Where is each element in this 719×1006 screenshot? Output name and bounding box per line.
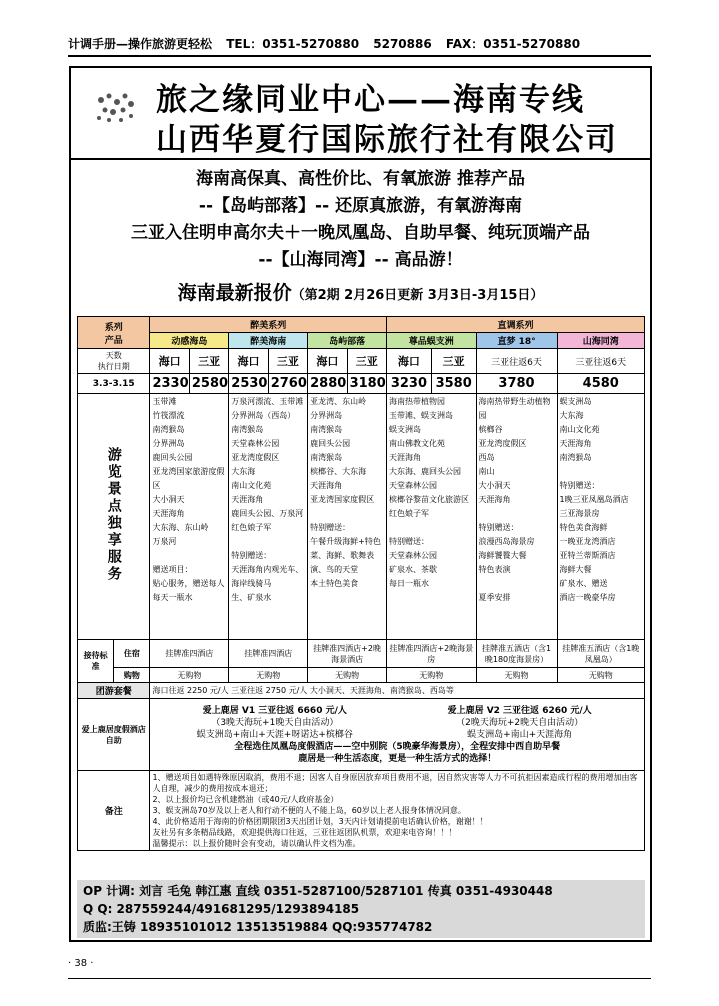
price-cell: 3780 <box>476 374 557 394</box>
price-heading-main: 海南最新报价 <box>177 282 292 304</box>
sanya-header: 三亚 <box>189 349 228 374</box>
contact-qq: Q Q: 287559244/491681295/1293894185 <box>83 902 360 916</box>
bottom-rule <box>68 978 651 979</box>
slogan: 计调手册—操作旅游更轻松 <box>68 37 213 51</box>
price-cell: 3230 <box>387 374 432 394</box>
gift-cell: 无购物 <box>308 668 387 683</box>
promo-line-4: --【山海同湾】-- 高品游！ <box>258 250 463 270</box>
haikou-header: 海口 <box>308 349 347 374</box>
price-cell: 2580 <box>189 374 228 394</box>
series-product-cell <box>78 317 150 349</box>
contact-block <box>77 880 645 938</box>
date-range: 3.3-3.15 <box>78 374 150 394</box>
product-label: 产品 <box>104 335 123 346</box>
sanya-header: 三亚 <box>347 349 386 374</box>
gift-label: 购物 <box>114 668 150 683</box>
notes-label: 备注 <box>78 771 150 851</box>
title-line-1: 旅之缘同业中心——海南专线 <box>156 82 585 118</box>
product-name: 岛屿部落 <box>308 333 387 349</box>
price-cell: 2330 <box>150 374 189 394</box>
sanya-header: 三亚 <box>268 349 307 374</box>
price-cell: 4580 <box>557 374 644 394</box>
price-cell: 3180 <box>347 374 386 394</box>
gift-cell: 无购物 <box>557 668 644 683</box>
promo-line-2: --【岛屿部落】-- 还原真旅游，有氧游海南 <box>198 196 523 216</box>
haikou-header: 海口 <box>150 349 189 374</box>
roundtrip-header: 三亚往返6天 <box>476 349 557 374</box>
reception-standard-label: 接待标准 <box>78 640 114 683</box>
product-name: 动感海岛 <box>150 333 229 349</box>
gift-cell: 无购物 <box>229 668 308 683</box>
sights-label: 游览景点独享服务 <box>105 447 122 583</box>
price-heading <box>71 278 650 305</box>
luxury-label: 爱上鹿居度假酒店自助 <box>78 699 150 771</box>
price-cell: 2760 <box>268 374 307 394</box>
product-name: 山海同湾 <box>557 333 644 349</box>
date-label: 执行日期 <box>97 362 130 371</box>
hotel-cell: 挂牌准四酒店+2晚海景酒店 <box>308 640 387 668</box>
spots-cell: 玉带滩 竹筏漂流 南湾猴岛 分界洲岛 鹿回头公园 亚龙湾国家旅游度假区 大小洞天 天涯海角 大东海、东山岭 万泉河 赠送项目： 贴心服务，赠送每人每天一瓶水 <box>150 394 229 640</box>
days-date-cell <box>78 349 150 374</box>
spots-cell: 海南热带野生动植物园 槟榔谷 亚龙湾度假区 西岛 南山 大小洞天 天涯海角 特别赠送： 浪漫西岛海景房 海鲜饕餮大餐 特色表演 夏季安排 <box>476 394 557 640</box>
company-logo-icon <box>91 86 141 134</box>
hotel-cell: 挂牌准四酒店+2晚海景房 <box>387 640 477 668</box>
tour-text: 海口往返 2250 元/人 三亚往返 2750 元/人 大小洞天、天涯海角、南湾猴岛、西岛等 <box>150 683 645 699</box>
fax: FAX：0351-5270880 <box>445 37 581 51</box>
contact-op: OP 计调: 刘言 毛兔 韩江惠 直线 0351-5287100/5287101 传真 0351-4930448 <box>83 884 553 898</box>
gift-cell: 无购物 <box>150 668 229 683</box>
sights-label-cell <box>78 394 150 640</box>
tel-2: 5270886 <box>373 37 432 51</box>
spots-cell: 海南热带植物园 玉带滩、蜈支洲岛 蜈支洲岛 南山佛教文化苑 天涯海角 大东海、鹿回头公园 天堂森林公园 槟榔谷黎苗文化旅游区 红色娘子军 特别赠送： 天堂森林公园 矿泉水、茶歇 每日一瓶水 <box>387 394 477 640</box>
series-label: 系列 <box>104 322 123 333</box>
hotel-cell: 挂牌准五酒店（含1晚凤凰岛） <box>557 640 644 668</box>
promo-line-1: 海南高保真、高性价比、有氧旅游 推荐产品 <box>196 169 525 189</box>
custom-series-header: 直调系列 <box>387 317 645 333</box>
promo-block <box>71 166 650 274</box>
flyer-header <box>71 68 650 160</box>
product-name: 醉美海南 <box>229 333 308 349</box>
promo-line-3: 三亚入住明申高尔夫＋一晚凤凰岛、自助早餐、纯玩顶端产品 <box>131 223 590 243</box>
price-table <box>77 316 645 851</box>
hotel-cell: 挂牌准四酒店 <box>150 640 229 668</box>
spots-cell: 万泉河漂流、玉带滩 分界洲岛（西岛） 南湾猴岛 天堂森林公园 亚龙湾度假区 大东海 南山文化苑 天涯海角 鹿回头公园、万泉河 红色娘子军 特别赠送： 天涯海角内观光车、海岸线骑马 生、矿泉水 <box>229 394 308 640</box>
luxury-v1-spots: 蜈支洲岛+南山+天涯+呀诺达+槟榔谷 <box>196 729 353 740</box>
price-heading-sub: （第2期 2月26日更新 3月3日-3月15日） <box>291 288 544 303</box>
notes-text: 1、赠送项目如遇特殊原因取消，费用不退；因客人自身原因放弃项目费用不退，因自然灾害等人力不可抗拒因素造成行程的费用增加由客人自理，减少的费用按成本退还； 2、以上报价均已含机建燃油（或40元/人政府基金） 3、蜈支洲岛70岁及以上老人和行动不便的人不能上岛，60岁以上老人报身体情况同意。 4、此价格适用于海南的价格团期限团3天出团计划，3天内计划请提前电话确认价格，谢谢！！ 友社另有多条精品线路，欢迎提供海口往返，三亚往返团队机票，欢迎来电咨询！！！ 温馨提示：以上报价随时会有变动，请以确认件文档为准。 <box>150 771 645 851</box>
roundtrip-header: 三亚往返6天 <box>557 349 644 374</box>
title-line-2: 山西华夏行国际旅行社有限公司 <box>156 122 618 158</box>
flyer-frame <box>69 66 652 942</box>
luxury-v1-title: 爱上鹿居 V1 三亚往返 6660 元/人 <box>202 705 347 716</box>
gift-cell: 无购物 <box>387 668 477 683</box>
price-cell: 2880 <box>308 374 347 394</box>
haikou-header: 海口 <box>387 349 432 374</box>
product-name: 直梦 18° <box>476 333 557 349</box>
luxury-v1-detail: （3晚天海玩+1晚天自由活动） <box>211 717 339 728</box>
price-cell: 3580 <box>431 374 476 394</box>
hotel-label: 住宿 <box>114 640 150 668</box>
haikou-header: 海口 <box>229 349 268 374</box>
spots-cell: 亚龙湾、东山岭 分界洲岛 南湾猴岛 鹿回头公园 南湾猴岛 槟榔谷、大东海 天涯海角 亚龙湾国家度假区 特别赠送： 午餐升级海鲜+特色菜、海鲜、歌舞表演、鸟的天堂 本土特色美食 <box>308 394 387 640</box>
spots-cell: 蜈支洲岛 大东海 南山文化苑 天涯海角 南湾猴岛 特别赠送： 1晚三亚凤凰岛酒店 三亚海景房 特色美食海鲜 一晚亚龙湾酒店 亚特兰蒂斯酒店 海鲜大餐 矿泉水、赠送 酒店一晚豪华房 <box>557 394 644 640</box>
luxury-v2-title: 爱上鹿居 V2 三亚往返 6260 元/人 <box>447 705 592 716</box>
luxury-line-1: 全程选住凤凰岛度假酒店——空中别院（5晚豪华海景房），全程安排中西自助早餐 <box>234 741 561 752</box>
luxury-v2-detail: （2晚天海玩+2晚天自由活动） <box>456 717 584 728</box>
hotel-cell: 挂牌准四酒店 <box>229 640 308 668</box>
contact-quality: 质监:王铸 18935101012 13513519884 QQ:935774782 <box>83 920 433 934</box>
sanya-header: 三亚 <box>431 349 476 374</box>
tour-label: 团游套餐 <box>78 683 150 699</box>
days-label: 天数 <box>105 351 122 360</box>
luxury-cell <box>150 699 645 771</box>
price-cell: 2530 <box>229 374 268 394</box>
luxury-line-2: 鹿居是一种生活态度，更是一种生活方式的选择！ <box>298 753 497 764</box>
hotel-cell: 挂牌准五酒店（含1晚180度海景房） <box>476 640 557 668</box>
gift-cell: 无购物 <box>476 668 557 683</box>
group-series-header: 醉美系列 <box>150 317 387 333</box>
page-number: · 38 · <box>68 958 94 969</box>
luxury-v2-spots: 蜈支洲岛+南山+天涯海角 <box>467 729 573 740</box>
top-contact-bar <box>68 35 651 57</box>
product-name: 尊品蜈支洲 <box>387 333 477 349</box>
tel: TEL：0351-5270880 <box>226 37 360 51</box>
